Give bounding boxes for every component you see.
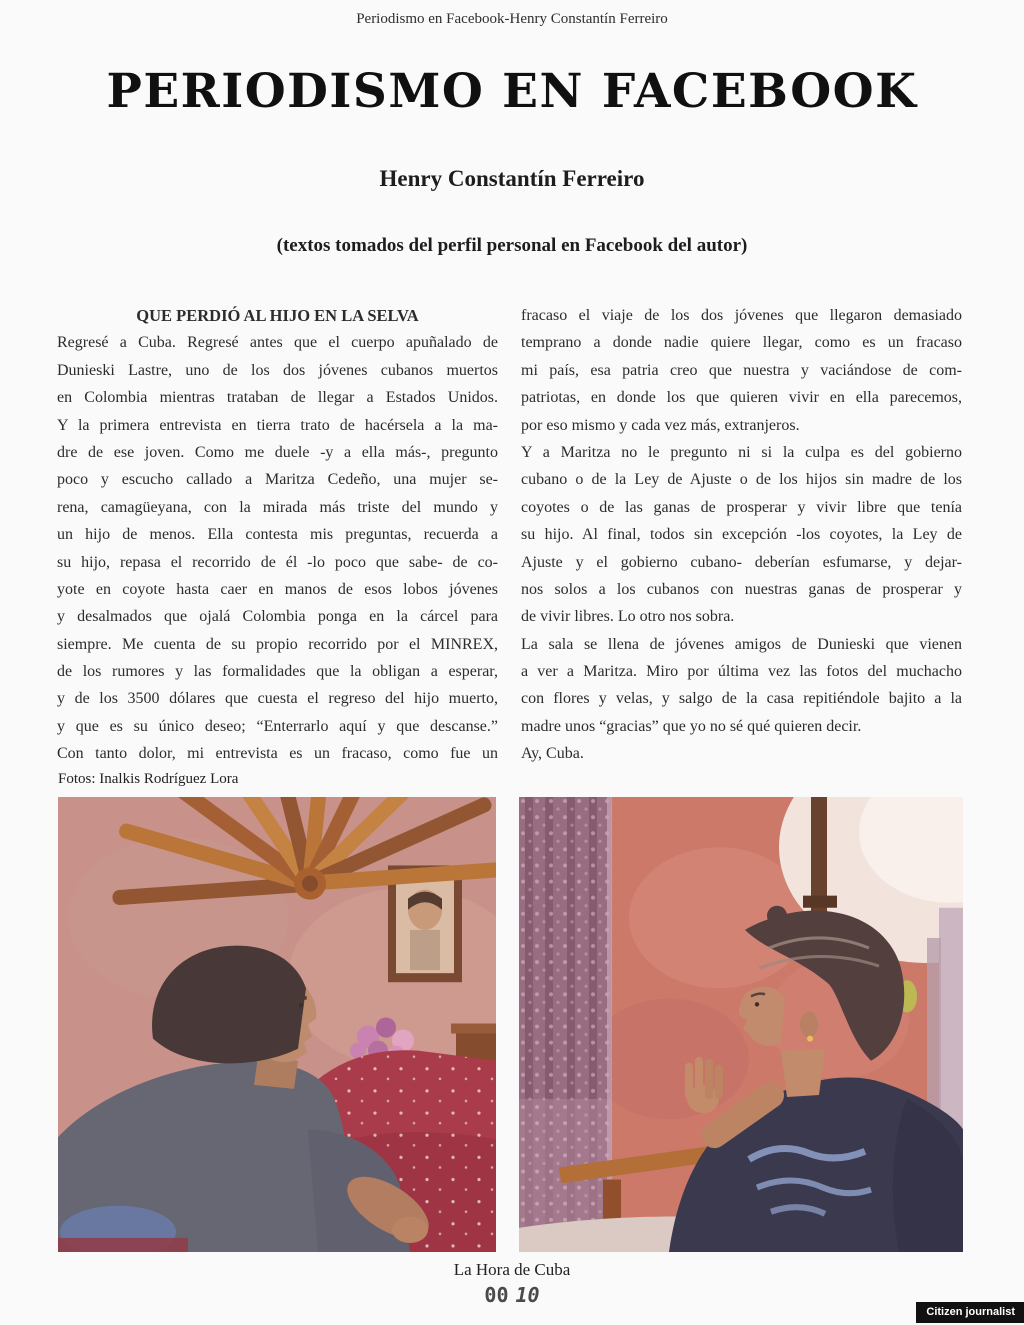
right-column [521, 302, 962, 768]
text-line: rena, camagüeyana, con la mirada más triste del mundo y [57, 498, 498, 516]
text-line: en Colombia mientras trataban de llegar a Estados Unidos. [57, 389, 498, 407]
photos-caption: Fotos: Inalkis Rodríguez Lora [58, 771, 239, 787]
section-heading: QUE PERDIÓ AL HIJO EN LA SELVA [136, 306, 419, 325]
running-header: Periodismo en Facebook-Henry Constantín Ferreiro [356, 11, 668, 27]
text-line: La sala se llena de jóvenes amigos de Dunieski que vienen [521, 635, 962, 653]
text-line: dre de ese joven. Como me duele -y a ella más-, pregunto [57, 443, 498, 461]
left-column-text [57, 329, 498, 767]
text-line: yote en coyote hasta caer en manos de esos lobos jóvenes [57, 580, 498, 598]
photos-row [58, 797, 963, 1252]
right-column-text [521, 302, 962, 768]
text-line: temprano a donde nadie quiere llegar, como es un fracaso [521, 334, 962, 352]
text-line: siempre. Me cuenta de su propio recorrido por el MINREX, [57, 635, 498, 653]
article-body [57, 302, 962, 768]
text-line: nos solos a los cubanos con nuestras ganas de prosperar y [521, 580, 962, 598]
text-line: y desalmados que ojalá Colombia ponga en la cárcel para [57, 608, 498, 626]
text-line: de vivir libres. Lo otro nos sobra. [521, 608, 735, 626]
text-line: patriotas, en donde los que quieren vivir en ella parecemos, [521, 389, 962, 407]
text-line: mi país, esa patria creo que nuestra y vaciándose de com- [521, 361, 962, 379]
photo-interview-man [58, 797, 496, 1252]
text-line: de los rumores y las formalidades que la obligan a esperar, [57, 663, 498, 681]
text-line: con flores y velas, y salgo de la casa repitiéndole bajito a la [521, 690, 962, 708]
text-line: Regresé a Cuba. Regresé antes que el cuerpo apuñalado de [57, 334, 498, 352]
page-title: PERIODISMO EN FACEBOOK [106, 64, 918, 119]
text-line: por eso mismo y cada vez más, extranjeros. [521, 416, 800, 434]
text-line: y de los 3500 dólares que cuesta el regreso del hijo muerto, [57, 690, 498, 708]
text-line: Y a Maritza no le pregunto ni si la culpa es del gobierno [521, 443, 962, 461]
text-line: su hijo, repasa el recorrido de él -lo poco que sabe- de co- [57, 553, 498, 571]
text-line: y que es su único deseo; “Enterrarlo aquí y que descanse.” [57, 717, 498, 735]
text-line: su hijo. Al final, todos sin excepción -los coyotes, la Ley de [521, 526, 962, 544]
text-line: Ajuste y el gobierno cubano- deberían esfumarse, y dejar- [521, 553, 962, 571]
subtitle: (textos tomados del perfil personal en Facebook del autor) [276, 235, 748, 256]
photo-interview-man-image [58, 797, 496, 1252]
text-line: Dunieski Lastre, uno de los dos jóvenes cubanos muertos [57, 361, 498, 379]
text-line: cubano o de la Ley de Ajuste o de los hijos sin madre de los [521, 471, 962, 489]
page-number-second: 10 [515, 1283, 540, 1307]
text-line: coyotes o de las ganas de prosperar y vivir libre que tenía [521, 498, 962, 516]
photo-maritza-image [519, 797, 963, 1252]
text-line: fracaso el viaje de los dos jóvenes que llegaron demasiado [521, 307, 962, 324]
left-column [57, 302, 498, 768]
author-name: Henry Constantín Ferreiro [379, 166, 645, 191]
text-line: madre unos “gracias” que yo no sé qué quieren decir. [521, 717, 862, 735]
page-number [0, 1283, 1024, 1307]
text-line: un hijo de menos. Ella contesta mis preguntas, recuerda a [57, 526, 498, 544]
page-number-first: 00 [484, 1283, 509, 1307]
text-line: Con tanto dolor, mi entrevista es un fracaso, como fue un [57, 745, 498, 763]
publication-name: La Hora de Cuba [453, 1260, 571, 1279]
citizen-journalist-badge: Citizen journalist [916, 1302, 1024, 1323]
text-line: poco y escucho callado a Maritza Cedeño, una mujer se- [57, 471, 498, 489]
text-line: Ay, Cuba. [521, 745, 584, 763]
text-line: Y la primera entrevista en tierra trato de hacérsela a la ma- [57, 416, 498, 434]
text-line: a ver a Maritza. Miro por última vez las fotos del muchacho [521, 663, 962, 681]
photo-maritza [519, 797, 963, 1252]
